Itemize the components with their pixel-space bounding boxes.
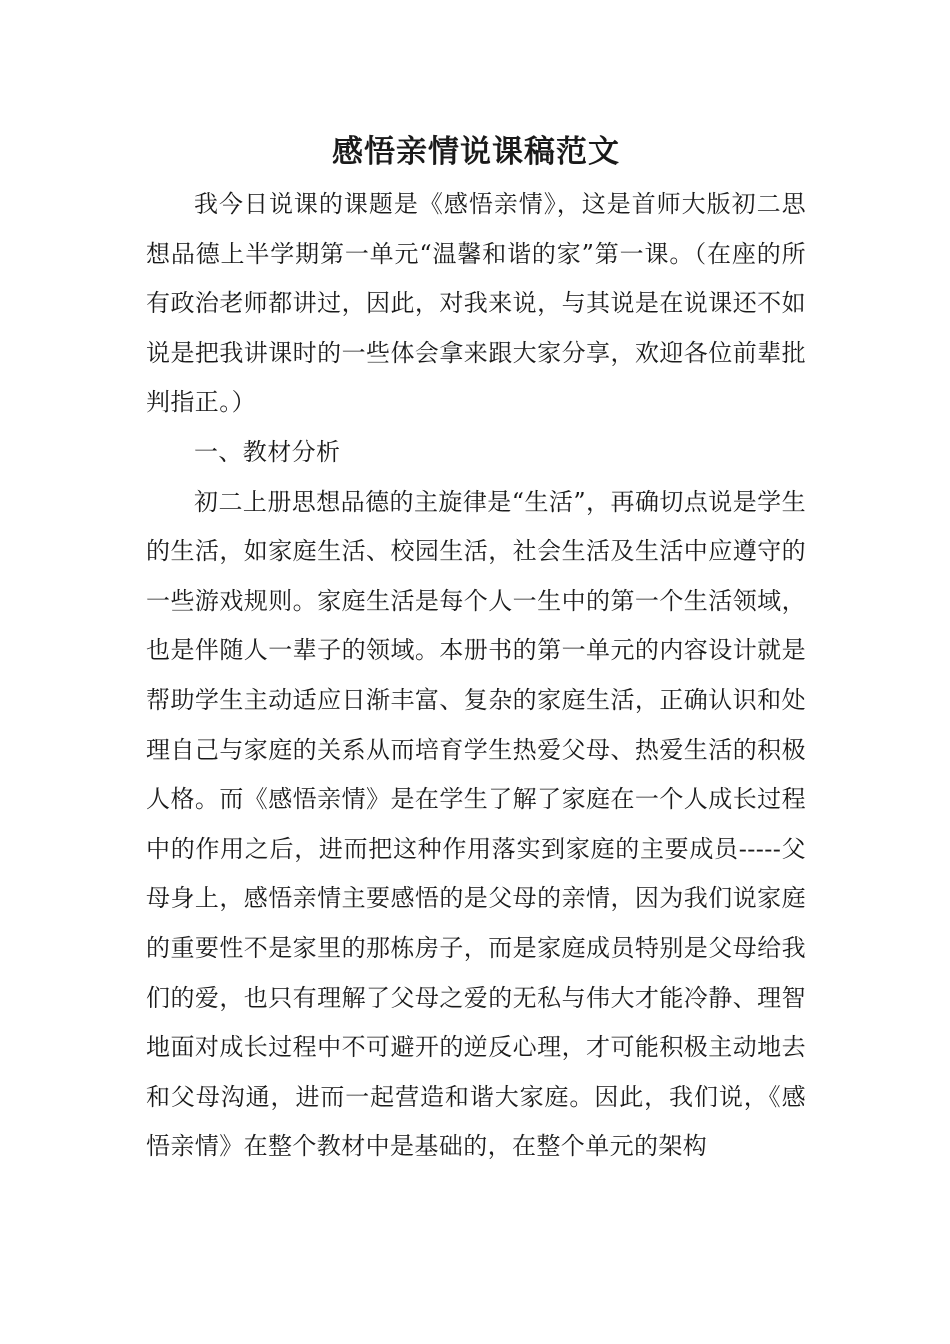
textbook-analysis-paragraph: 初二上册思想品德的主旋律是“生活”，再确切点说是学生的生活，如家庭生活、校园生活，社会生活及生活中应遵守的一些游戏规则。家庭生活是每个人一生中的第一个生活领域，也是伴随人一辈子的领域。本册书的第一单元的内容设计就是帮助学生主动适应日渐丰富、复杂的家庭生活，正确认识和处理自己与家庭的关系从而培育学生热爱父母、热爱生活的积极人格。而《感悟亲情》是在学生了解了家庭在一个人成长过程中的作用之后，进而把这种作用落实到家庭的主要成员-----父母身上，感悟亲情主要感悟的是父母的亲情，因为我们说家庭的重要性不是家里的那栋房子，而是家庭成员特别是父母给我们的爱，也只有理解了父母之爱的无私与伟大才能冷静、理智地面对成长过程中不可避开的逆反心理，才可能积极主动地去和父母沟通，进而一起营造和谐大家庭。因此，我们说，《感悟亲情》在整个教材中是基础的，在整个单元的架构 (146, 487, 806, 1161)
intro-paragraph: 我今日说课的课题是《感悟亲情》，这是首师大版初二思想品德上半学期第一单元“温馨和谐的家”第一课。（在座的所有政治老师都讲过，因此，对我来说，与其说是在说课还不如说是把我讲课时的一些体会拿来跟大家分享，欢迎各位前辈批判指正。） (146, 190, 806, 417)
document-title: 感悟亲情说课稿范文 (332, 134, 620, 170)
section-heading-textbook-analysis: 一、教材分析 (194, 437, 341, 466)
document-page (146, 124, 806, 1172)
